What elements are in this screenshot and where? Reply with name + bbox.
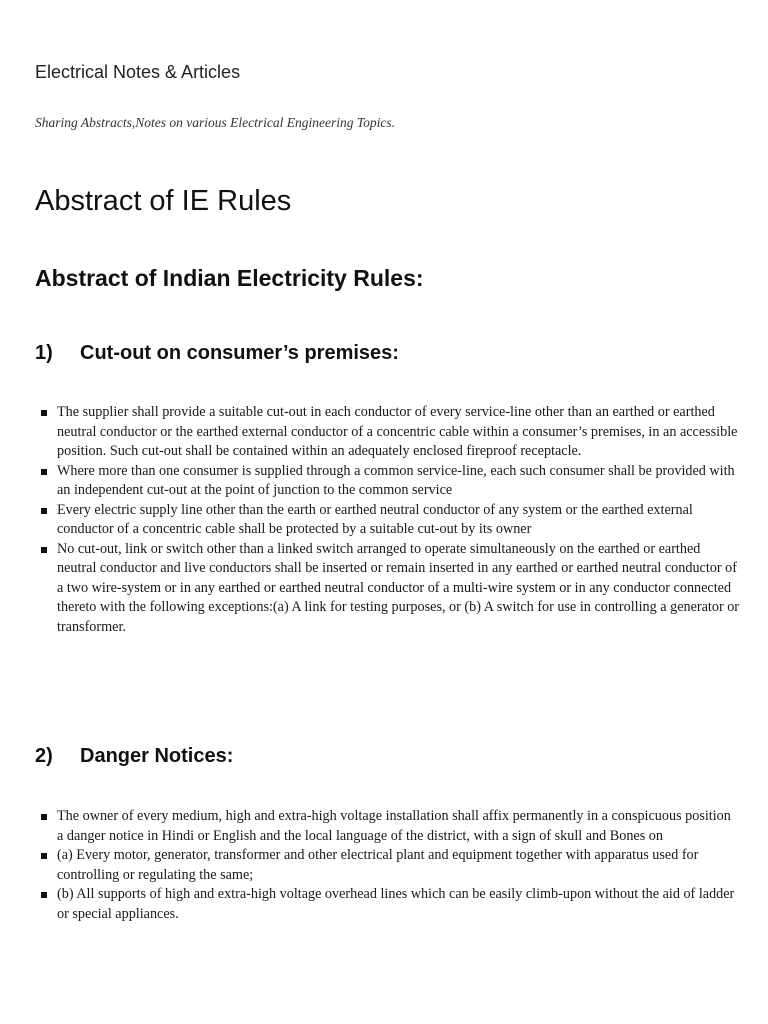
list-item-text: The owner of every medium, high and extra-high voltage installation shall affix permanently in a conspicuous position a danger notice in Hindi or English and the local language of the district, with a sign of skull and Bones on <box>57 808 731 844</box>
post-subtitle: Abstract of Indian Electricity Rules: <box>35 265 424 291</box>
bullet-icon <box>41 892 47 898</box>
cut-out-rules-list <box>0 403 740 637</box>
list-item <box>0 540 740 638</box>
bullet-icon <box>41 853 47 859</box>
section-number: 1) <box>35 342 53 364</box>
list-item-text: The supplier shall provide a suitable cut-out in each conductor of every service-line other than an earthed or earthed neutral conductor or the earthed external conductor of a concentric cable within a consumer’s premises, in an accessible position. Such cut-out shall be contained within an adequately enclosed fireproof receptacle. <box>57 404 738 459</box>
list-item <box>0 846 740 885</box>
list-item-text: (b) All supports of high and extra-high voltage overhead lines which can be easily climb-upon without the aid of ladder or special appliances. <box>57 886 735 922</box>
list-item-text: Every electric supply line other than the earth or earthed neutral conductor of any system or the earthed external conductor of a concentric cable shall be protected by a suitable cut-out by its owner <box>57 501 693 537</box>
danger-notices-list <box>0 807 740 924</box>
list-item <box>0 885 740 924</box>
post-title: Abstract of IE Rules <box>35 185 292 217</box>
list-item <box>0 807 740 846</box>
bullet-icon <box>41 547 47 553</box>
section-number: 2) <box>35 745 53 767</box>
bullet-icon <box>41 410 47 416</box>
list-item <box>0 501 740 540</box>
list-item-text: Where more than one consumer is supplied through a common service-line, each such consumer shall be provided with an independent cut-out at the point of junction to the common service <box>57 462 735 498</box>
section-heading-cut-out <box>35 342 399 365</box>
section-heading-danger-notices <box>35 745 233 768</box>
list-item <box>0 403 740 462</box>
list-item-text: No cut-out, link or switch other than a linked switch arranged to operate simultaneously on the earthed or earthed neutral conductor and live conductors shall be inserted or remain inserted in any earthed or earthed neutral conductor of a two wire-system or in any earthed or earthed neutral conductor of a multi-wire system or in any conductor connected thereto with the following exceptions:(a) A link for testing purposes, or (b) A switch for use in controlling a generator or transformer. <box>57 540 740 635</box>
site-title[interactable]: Electrical Notes & Articles <box>35 62 241 82</box>
section-title: Danger Notices: <box>80 745 234 767</box>
site-tagline: Sharing Abstracts,Notes on various Electrical Engineering Topics. <box>35 115 395 130</box>
bullet-icon <box>41 469 47 475</box>
bullet-icon <box>41 814 47 820</box>
list-item-text: (a) Every motor, generator, transformer and other electrical plant and equipment together with apparatus used for controlling or regulating the same; <box>57 847 699 883</box>
list-item <box>0 462 740 501</box>
section-title: Cut-out on consumer’s premises: <box>80 342 399 364</box>
bullet-icon <box>41 508 47 514</box>
